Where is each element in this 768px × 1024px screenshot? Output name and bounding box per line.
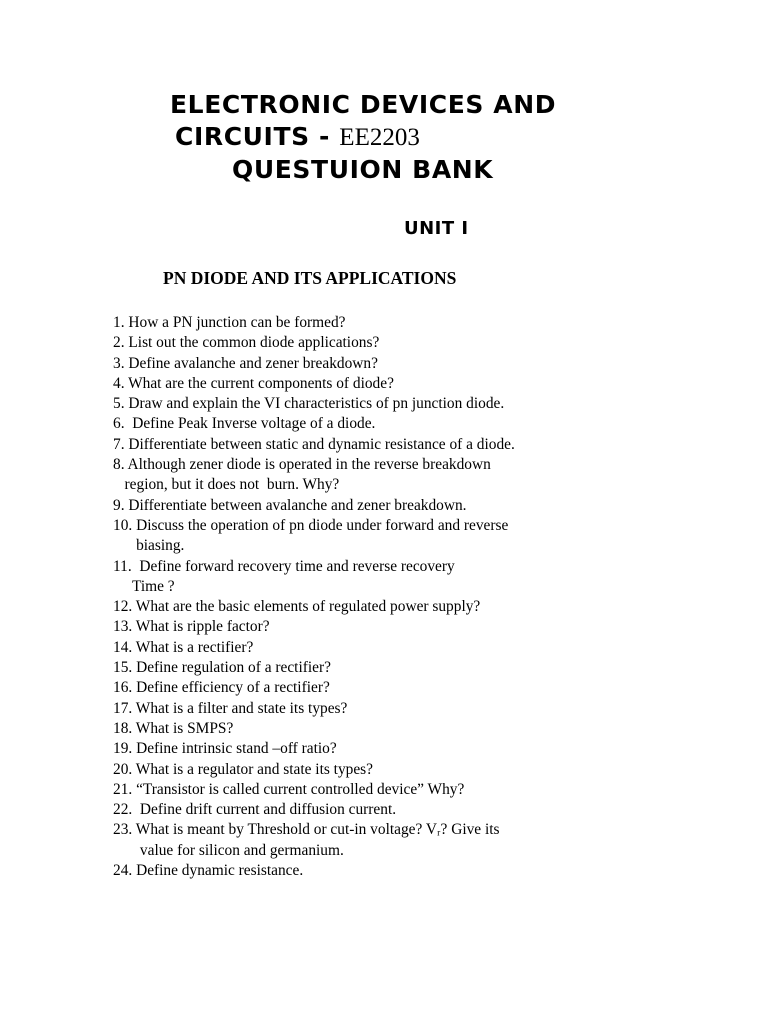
question-line: 15. Define regulation of a rectifier? [113,659,331,677]
question-list [113,313,515,881]
section-heading: PN DIODE AND ITS APPLICATIONS [163,268,457,288]
question-line: 19. Define intrinsic stand –off ratio? [113,740,337,758]
question-line: 3. Define avalanche and zener breakdown? [113,354,378,372]
question-line: 23. What is meant by Threshold or cut-in voltage? Vᵣ? Give its [113,821,500,839]
question-line: 4. What are the current components of diode? [113,374,394,392]
question-line: 17. What is a filter and state its types? [113,699,348,717]
question-line: 7. Differentiate between static and dynamic resistance of a diode. [113,435,515,453]
question-line: 5. Draw and explain the VI characteristics of pn junction diode. [113,395,505,413]
question-line: 20. What is a regulator and state its types? [113,760,374,778]
unit-heading: UNIT I [404,218,469,239]
question-line: 16. Define efficiency of a rectifier? [113,679,330,697]
question-line: 18. What is SMPS? [113,719,234,737]
document-title-line-2 [175,122,420,153]
course-code: EE2203 [339,124,420,151]
question-line: 21. “Transistor is called current controlled device” Why? [113,780,465,798]
question-line: 2. List out the common diode applications? [113,334,380,352]
question-line: 14. What is a rectifier? [113,638,254,656]
question-line-continuation: biasing. [113,537,185,555]
question-line-continuation: region, but it does not burn. Why? [113,476,340,494]
question-line: 8. Although zener diode is operated in the reverse breakdown [113,456,491,474]
question-line: 13. What is ripple factor? [113,618,270,636]
question-line: 24. Define dynamic resistance. [113,862,304,880]
question-line: 1. How a PN junction can be formed? [113,314,346,331]
question-line: 9. Differentiate between avalanche and zener breakdown. [113,496,467,514]
title-course-name: CIRCUITS - [175,122,340,151]
question-line: 6. Define Peak Inverse voltage of a diode. [113,415,376,433]
question-line-continuation: Time ? [113,577,175,595]
question-line: 12. What are the basic elements of regulated power supply? [113,598,481,616]
question-line: 10. Discuss the operation of pn diode under forward and reverse [113,516,509,534]
question-line: 22. Define drift current and diffusion current. [113,801,397,819]
question-line-continuation: value for silicon and germanium. [113,841,344,859]
document-title-line-3: QUESTUION BANK [232,155,494,184]
document-title-line-1: ELECTRONIC DEVICES AND [170,90,557,119]
question-line: 11. Define forward recovery time and reverse recovery [113,557,455,575]
